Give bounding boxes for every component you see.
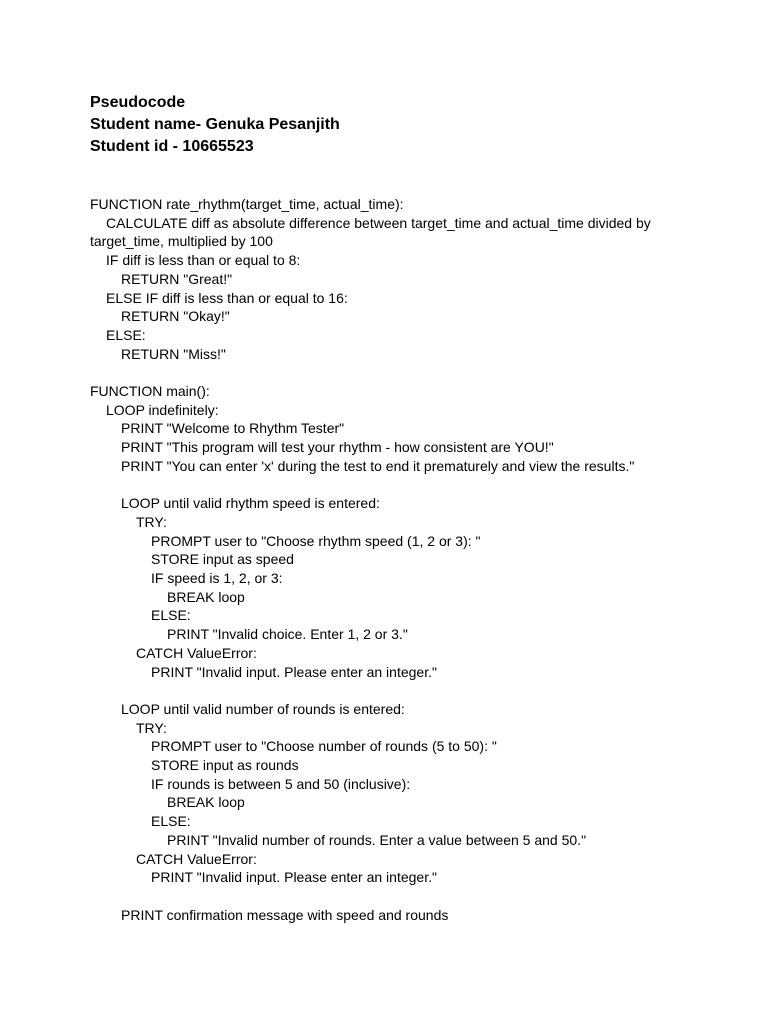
- code-line: IF speed is 1, 2, or 3:: [151, 570, 283, 587]
- code-line: PRINT "Invalid number of rounds. Enter a value between 5 and 50.": [167, 831, 587, 848]
- code-line: CATCH ValueError:: [136, 850, 257, 867]
- code-line: PRINT confirmation message with speed and rounds: [121, 906, 449, 923]
- code-line: STORE input as speed: [151, 551, 294, 568]
- code-line: PRINT "This program will test your rhythm - how consistent are YOU!": [121, 439, 554, 456]
- student-name: Student name- Genuka Pesanjith: [90, 116, 340, 133]
- code-line: [90, 476, 670, 495]
- code-line: TRY:: [136, 513, 167, 530]
- code-line: ELSE IF diff is less than or equal to 16:: [106, 289, 348, 306]
- code-line: FUNCTION main():: [90, 383, 210, 400]
- code-line: LOOP until valid number of rounds is entered:: [121, 700, 405, 717]
- code-line: PRINT "Invalid input. Please enter an integer.": [151, 869, 437, 886]
- code-line: [90, 887, 670, 906]
- code-line: [90, 363, 670, 382]
- document-header: [90, 92, 690, 158]
- code-line: PRINT "Invalid input. Please enter an integer.": [151, 663, 437, 680]
- code-line: ELSE:: [151, 813, 191, 830]
- code-line: PRINT "You can enter 'x' during the test to end it prematurely and view the results.": [121, 457, 635, 474]
- code-line: LOOP indefinitely:: [106, 401, 219, 418]
- code-line: IF diff is less than or equal to 8:: [106, 252, 301, 269]
- code-line: BREAK loop: [167, 794, 245, 811]
- code-line: RETURN "Okay!": [121, 308, 230, 325]
- code-line: PRINT "Welcome to Rhythm Tester": [121, 420, 345, 437]
- code-line: PROMPT user to "Choose number of rounds (5 to 50): ": [151, 738, 497, 755]
- code-line: RETURN "Great!": [121, 270, 233, 287]
- code-line: CALCULATE diff as absolute difference between target_time and actual_time divided by target_time, multiplied by 100: [90, 214, 655, 250]
- student-id: Student id - 10665523: [90, 138, 254, 155]
- code-line: [90, 681, 670, 700]
- code-line: RETURN "Miss!": [121, 345, 226, 362]
- pseudocode-block: [90, 195, 670, 924]
- code-line: IF rounds is between 5 and 50 (inclusive):: [151, 775, 411, 792]
- code-line: ELSE:: [106, 326, 146, 343]
- document-title: Pseudocode: [90, 94, 186, 111]
- code-line: FUNCTION rate_rhythm(target_time, actual_time):: [90, 196, 404, 212]
- code-line: ELSE:: [151, 607, 191, 624]
- code-line: CATCH ValueError:: [136, 644, 257, 661]
- code-line: BREAK loop: [167, 588, 245, 605]
- code-line: PRINT "Invalid choice. Enter 1, 2 or 3.": [167, 626, 408, 643]
- code-line: LOOP until valid rhythm speed is entered:: [121, 495, 380, 512]
- code-line: TRY:: [136, 719, 167, 736]
- code-line: PROMPT user to "Choose rhythm speed (1, 2 or 3): ": [151, 532, 481, 549]
- code-line: STORE input as rounds: [151, 757, 299, 774]
